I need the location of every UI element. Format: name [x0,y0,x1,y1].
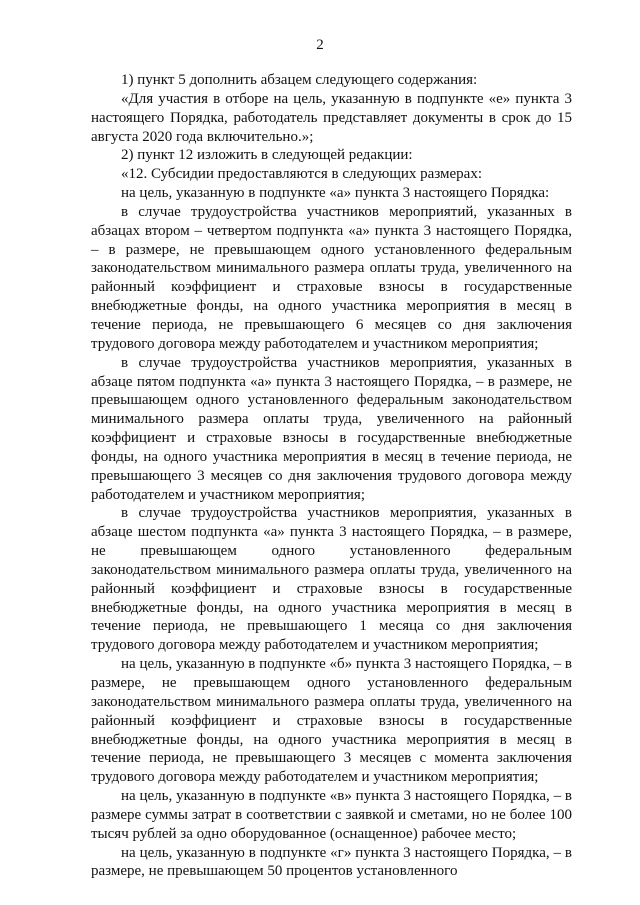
paragraph-goal-g: на цель, указанную в подпункте «г» пункта 3 настоящего Порядка, – в размере, не превышающем 50 процентов установленного [91,844,572,880]
page-number: 2 [316,37,324,53]
document-body [91,71,572,881]
paragraph-clause-12-intro: «12. Субсидии предоставляются в следующих размерах: [121,166,483,183]
paragraph-deadline-quote: «Для участия в отборе на цель, указанную в подпункте «е» пункта 3 настоящего Порядка, работодатель представляет документы в срок до 15 августа 2020 года включительно.»; [91,90,572,145]
paragraph-goal-a: на цель, указанную в подпункте «а» пункта 3 настоящего Порядка: [121,185,550,202]
paragraph-goal-v: на цель, указанную в подпункте «в» пункта 3 настоящего Порядка, – в размере суммы затрат в соответствии с заявкой и сметами, но не более 100 тысяч рублей за одно оборудованное (оснащенное) рабочее место; [91,788,572,842]
paragraph-case-5: в случае трудоустройства участников мероприятия, указанных в абзаце пятом подпункта «а» пункта 3 настоящего Порядка, – в размере, не превышающем одного установленного федеральным законодательством минимального размера оплаты труда, увеличенного на районный коэффициент и страховые взносы в государственные внебюджетные фонды, на одного участника мероприятия в месяц в течение периода, не превышающего 3 месяцев со дня заключения трудового договора между работодателем и участником мероприятия; [91,354,572,503]
paragraph-case-2-4: в случае трудоустройства участников мероприятий, указанных в абзацах втором – четвертом подпункта «а» пункта 3 настоящего Порядка, – в размере, не превышающем одного установленного федеральным законодательством минимального размера оплаты труда, увеличенного на районный коэффициент и страховые взносы в государственные внебюджетные фонды, на одного участника мероприятия в месяц в течение периода, не превышающего 6 месяцев со дня заключения трудового договора между работодателем и участником мероприятия; [91,203,572,352]
paragraph-item-2-heading: 2) пункт 12 изложить в следующей редакции: [121,147,413,164]
paragraph-goal-b: на цель, указанную в подпункте «б» пункта 3 настоящего Порядка, – в размере, не превышающем одного установленного федеральным законодательством минимального размера оплаты труда, увеличенного на районный коэффициент и страховые взносы в государственные внебюджетные фонды, на одного участника мероприятия в месяц в течение периода, не превышающего 3 месяцев с момента заключения трудового договора между работодателем и участником мероприятия; [91,656,572,786]
paragraph-case-6: в случае трудоустройства участников мероприятия, указанных в абзаце шестом подпункта «а» пункта 3 настоящего Порядка, – в размере, не превышающем одного установленного федеральным законодательством минимального размера оплаты труда, увеличенного на районный коэффициент и страховые взносы в государственные внебюджетные фонды, на одного участника мероприятия в месяц в течение периода, не превышающего 1 месяца со дня заключения трудового договора между работодателем и участником мероприятия; [91,505,572,654]
paragraph-item-1-heading: 1) пункт 5 дополнить абзацем следующего содержания: [121,72,478,88]
